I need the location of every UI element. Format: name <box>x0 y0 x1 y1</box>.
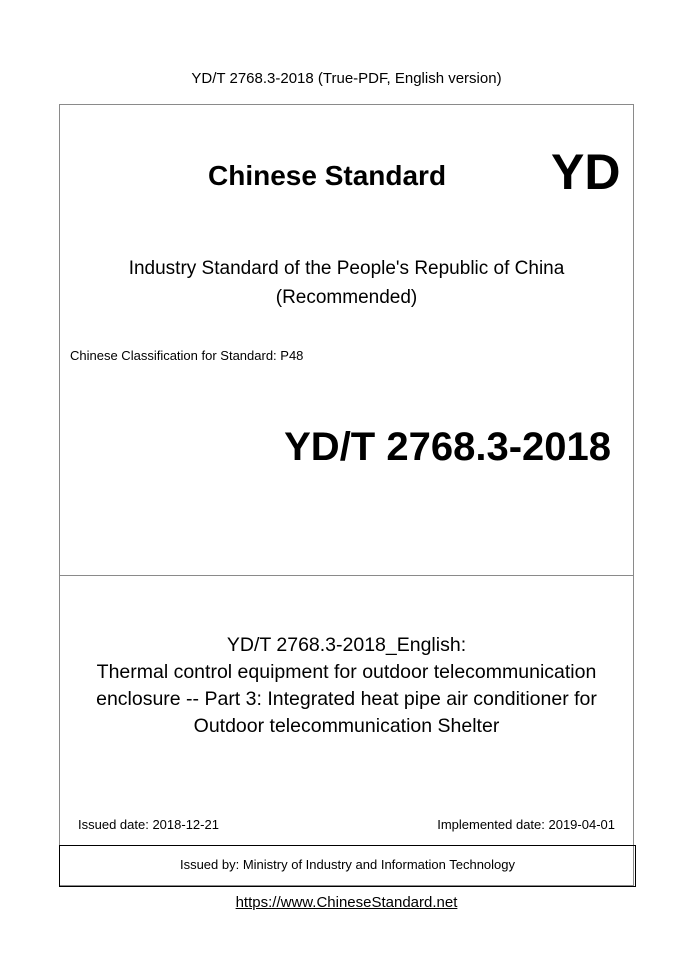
recommended-label: (Recommended) <box>275 287 418 308</box>
classification-label: Chinese Classification for Standard: P48 <box>70 348 304 363</box>
document-title <box>60 632 633 740</box>
standard-number: YD/T 2768.3-2018 <box>284 425 611 469</box>
title-line: Thermal control equipment for outdoor telecommunication <box>96 661 597 683</box>
cover-title-section <box>60 576 633 845</box>
chinese-standard-heading: Chinese Standard <box>208 160 447 191</box>
implemented-date: Implemented date: 2019-04-01 <box>437 817 615 832</box>
title-line: Outdoor telecommunication Shelter <box>193 715 500 737</box>
running-header: YD/T 2768.3-2018 (True-PDF, English version) <box>191 70 502 87</box>
footer <box>0 893 693 913</box>
issuer-box: Issued by: Ministry of Industry and Information Technology <box>59 845 636 887</box>
yd-mark: YD <box>551 144 621 200</box>
cover-top-section <box>60 105 633 576</box>
cover-frame <box>59 104 634 886</box>
title-line: YD/T 2768.3-2018_English: <box>226 634 467 656</box>
website-link[interactable]: https://www.ChineseStandard.net <box>235 894 458 911</box>
issued-date: Issued date: 2018-12-21 <box>78 817 219 832</box>
title-line: enclosure -- Part 3: Integrated heat pipe air conditioner for <box>96 688 597 710</box>
industry-standard-line: Industry Standard of the People's Republic of China <box>128 258 565 279</box>
